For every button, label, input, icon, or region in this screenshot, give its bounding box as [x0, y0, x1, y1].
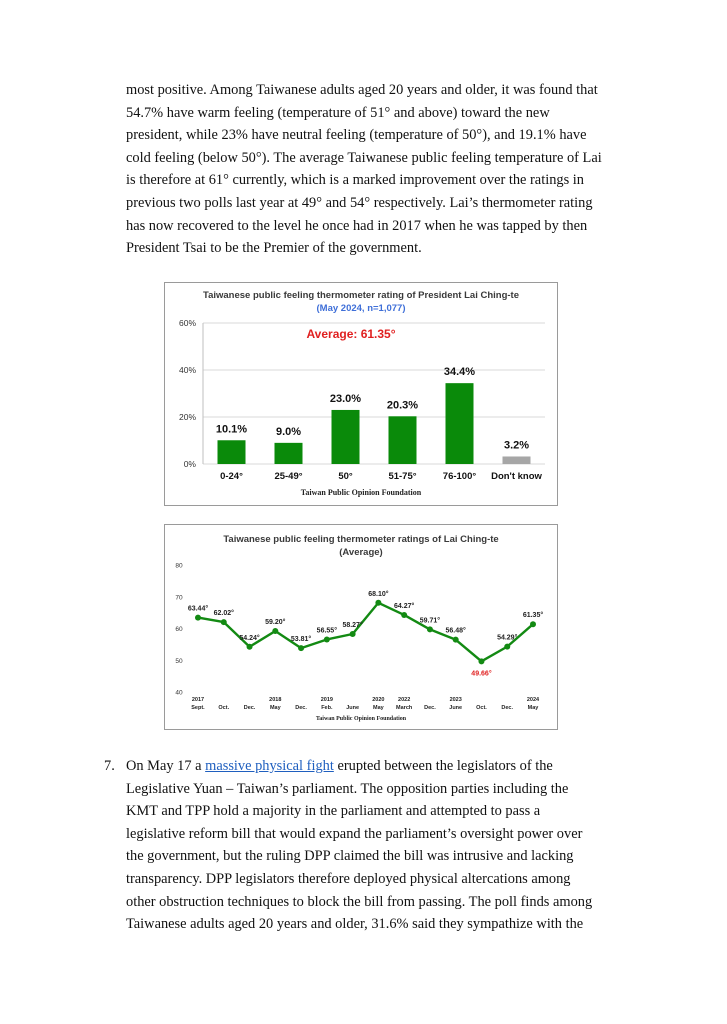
data-point [247, 644, 253, 650]
bar [218, 440, 246, 464]
line-chart-title: Taiwanese public feeling thermometer ratings of Lai Ching-te [223, 534, 499, 545]
x-tick-label: 25-49° [274, 471, 303, 482]
line-chart-subtitle: (Average) [339, 547, 383, 558]
text-line: Legislative Yuan – Taiwan’s parliament. The opposition parties including the [126, 780, 569, 797]
text-line: is therefore at 61° currently, which is a marked improvement over the ratings in [126, 172, 584, 189]
bar-value-label: 34.4% [443, 366, 476, 379]
y-tick-label: 40 [175, 689, 183, 697]
massive-physical-fight-link[interactable]: massive physical fight [205, 758, 334, 774]
y-tick-label: 50 [175, 657, 183, 665]
x-tick-label: Don't know [491, 471, 542, 482]
data-point [530, 621, 536, 627]
data-label: 59.71° [419, 617, 441, 625]
data-point [272, 628, 278, 634]
bar-value-label: 3.2% [503, 439, 530, 452]
data-label: 61.35° [522, 612, 544, 620]
x-tick-year: 2019 [320, 697, 333, 703]
data-point [298, 645, 304, 651]
y-tick-label: 60 [175, 626, 183, 633]
text-line: the government, but the ruling DPP claimed the bill was intrusive and lacking [126, 848, 574, 865]
y-tick-label: 60% [178, 318, 196, 328]
x-tick-label: Dec. [295, 705, 307, 711]
line-chart-source: Taiwan Public Opinion Foundation [315, 716, 407, 722]
x-tick-year: 2023 [449, 697, 462, 703]
text-line: cold feeling (below 50°). The average Taiwanese public feeling temperature of Lai [126, 149, 602, 166]
data-point [195, 615, 201, 621]
x-tick-label: Dec. [243, 705, 256, 711]
text-line: previous two polls last year at 49° and 54° respectively. Lai’s thermometer rating [126, 194, 593, 211]
data-point [350, 631, 356, 637]
x-tick-label: Dec. [501, 705, 514, 711]
bar-chart-plot [165, 283, 557, 505]
x-tick-label: March [396, 705, 413, 711]
x-tick-label: June [449, 705, 463, 711]
bar [503, 456, 531, 464]
x-tick-label: May [527, 705, 539, 711]
data-point [478, 658, 484, 664]
data-label: 58.27° [342, 621, 363, 629]
text-line: Taiwanese adults aged 20 years and older, 31.6% said they sympathize with the [126, 916, 584, 933]
y-tick-label: 70 [175, 594, 183, 602]
bar [389, 416, 417, 464]
bar-value-label: 10.1% [215, 423, 248, 436]
text-line [126, 755, 626, 778]
x-tick-label: Oct. [476, 705, 487, 711]
bar-chart-lai-rating [164, 282, 558, 506]
data-point [324, 636, 330, 642]
x-tick-label: Oct. [218, 705, 230, 711]
data-point [453, 637, 459, 643]
data-label: 68.10° [368, 590, 389, 598]
x-tick-year: 2018 [269, 697, 282, 703]
y-tick-label: 0% [183, 459, 196, 469]
x-tick-label: Feb. [321, 705, 333, 711]
x-tick-label: 76-100° [442, 471, 477, 482]
x-tick-label: May [269, 705, 281, 711]
x-tick-label: 50° [338, 471, 353, 482]
series-line [198, 603, 533, 662]
data-label: 63.44° [187, 605, 209, 613]
paragraph-item-7 [126, 755, 626, 936]
data-label: 54.24° [239, 634, 260, 642]
data-point [375, 600, 381, 606]
line-chart-lai-ratings [164, 524, 558, 730]
data-label: 56.55° [316, 627, 338, 635]
text-line: most positive. Among Taiwanese adults aged 20 years and older, it was found that [126, 82, 598, 98]
data-label: 59.20° [265, 619, 286, 627]
paragraph-1 [126, 79, 626, 260]
x-tick-label: June [346, 705, 360, 711]
data-point [504, 644, 510, 650]
bar-chart-title: Taiwanese public feeling thermometer rating of President Lai Ching-te [202, 290, 519, 301]
data-label: 54.29° [497, 634, 518, 642]
bar-chart-subtitle: (May 2024, n=1,077) [316, 303, 406, 314]
bar-chart-source: Taiwan Public Opinion Foundation [300, 488, 422, 497]
bar-value-label: 20.3% [386, 399, 419, 412]
x-tick-label: May [373, 705, 384, 711]
text-line: other obstruction techniques to block the bill from passing. The poll finds among [126, 893, 593, 910]
text-line: President Tsai to be the Premier of the government. [126, 240, 422, 257]
bar [446, 383, 474, 464]
text-line: KMT and TPP hold a majority in the parliament and attempted to pass a [126, 803, 541, 820]
y-tick-label: 80 [175, 562, 183, 570]
x-tick-label: Dec. [424, 705, 436, 711]
bar [275, 443, 303, 464]
bar-value-label: 9.0% [275, 425, 302, 438]
data-label: 64.27° [393, 602, 415, 610]
data-label: 53.81° [290, 636, 312, 644]
x-tick-label: 51-75° [388, 471, 417, 482]
text-line: has now recovered to the level he once had in 2017 when he was tapped by then [126, 217, 588, 234]
data-point [427, 626, 433, 632]
x-tick-label: 0-24° [220, 471, 243, 482]
text-line: president, while 23% have neutral feeling (temperature of 50°), and 19.1% have [126, 127, 587, 144]
list-number: 7. [104, 758, 115, 774]
y-tick-label: 40% [178, 365, 196, 375]
data-point [401, 612, 407, 618]
x-tick-year: 2022 [398, 697, 411, 703]
bar [332, 410, 360, 464]
text-segment: erupted between the legislators of the [333, 758, 553, 774]
data-point [221, 619, 227, 625]
data-label: 62.02° [213, 610, 234, 618]
text-line: legislative reform bill that would expand the parliament’s oversight power over [126, 825, 583, 842]
x-tick-year: 2024 [526, 697, 540, 703]
y-tick-label: 20% [178, 412, 196, 422]
bar-value-label: 23.0% [329, 392, 362, 405]
data-label: 56.48° [445, 627, 466, 635]
x-tick-label: Sept. [191, 705, 205, 711]
data-label: 49.66° [471, 670, 492, 678]
text-line: transparency. DPP legislators therefore deployed physical altercations among [126, 870, 571, 887]
x-tick-year: 2017 [191, 697, 205, 703]
x-tick-year: 2020 [372, 697, 385, 703]
text-segment: On May 17 a [126, 758, 206, 774]
text-line: 54.7% have warm feeling (temperature of 51° and above) toward the new [126, 104, 550, 121]
average-annotation: Average: 61.35° [306, 327, 396, 341]
line-chart-plot [165, 525, 557, 729]
